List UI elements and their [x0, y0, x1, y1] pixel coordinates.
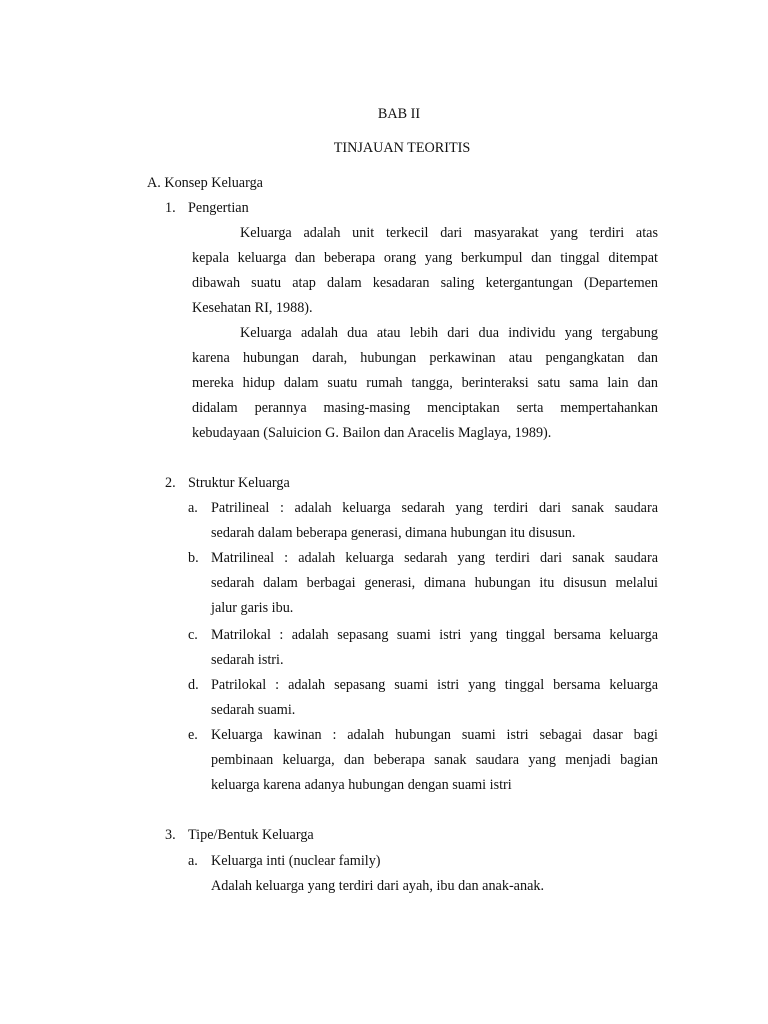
list-item-description: Adalah keluarga yang terdiri dari ayah, ibu dan anak-anak. [211, 878, 545, 894]
list-item-line: sedarah suami. [211, 702, 296, 718]
list-item-line: jalur garis ibu. [211, 600, 294, 616]
list-letter: c. [188, 627, 198, 643]
chapter-number: BAB II [377, 106, 421, 122]
item3-heading: Tipe/Bentuk Keluarga [188, 827, 314, 843]
list-letter: b. [188, 550, 199, 566]
list-item-line: keluarga karena adanya hubungan dengan suami istri [211, 777, 512, 793]
item2-number: 2. [165, 475, 176, 491]
list-item-line: sedarah istri. [211, 652, 284, 668]
paragraph-line: dibawah suatu atap dalam kesadaran saling ketergantungan (Departemen [192, 275, 658, 291]
paragraph-line: mereka hidup dalam suatu rumah tangga, berinteraksi satu sama lain dan [192, 375, 658, 391]
item1-heading: Pengertian [188, 200, 249, 216]
list-letter: d. [188, 677, 199, 693]
list-item-line: sedarah dalam beberapa generasi, dimana hubungan itu disusun. [211, 525, 576, 541]
paragraph-line: Keluarga adalah unit terkecil dari masyarakat yang terdiri atas [240, 225, 658, 241]
list-item-title: Keluarga inti (nuclear family) [211, 853, 381, 869]
paragraph-line: kebudayaan (Saluicion G. Bailon dan Aracelis Maglaya, 1989). [192, 425, 552, 441]
list-item-line: Patrilokal : adalah sepasang suami istri yang tinggal bersama keluarga [211, 677, 658, 693]
list-item-line: sedarah dalam berbagai generasi, dimana hubungan itu disusun melalui [211, 575, 658, 591]
chapter-title: TINJAUAN TEORITIS [333, 140, 471, 156]
paragraph-line: kepala keluarga dan beberapa orang yang berkumpul dan tinggal ditempat [192, 250, 658, 266]
item1-number: 1. [165, 200, 176, 216]
list-letter: a. [188, 853, 198, 869]
list-item-line: Patrilineal : adalah keluarga sedarah yang terdiri dari sanak saudara [211, 500, 658, 516]
item2-heading: Struktur Keluarga [188, 475, 290, 491]
section-heading: A. Konsep Keluarga [147, 175, 263, 191]
list-letter: e. [188, 727, 198, 743]
paragraph-line: Kesehatan RI, 1988). [192, 300, 313, 316]
item3-number: 3. [165, 827, 176, 843]
list-item-line: Keluarga kawinan : adalah hubungan suami istri sebagai dasar bagi [211, 727, 658, 743]
paragraph-line: didalam perannya masing-masing menciptakan serta mempertahankan [192, 400, 658, 416]
list-item-line: pembinaan keluarga, dan beberapa sanak saudara yang menjadi bagian [211, 752, 658, 768]
list-letter: a. [188, 500, 198, 516]
list-item-line: Matrilineal : adalah keluarga sedarah yang terdiri dari sanak saudara [211, 550, 658, 566]
paragraph-line: Keluarga adalah dua atau lebih dari dua individu yang tergabung [240, 325, 658, 341]
paragraph-line: karena hubungan darah, hubungan perkawinan atau pengangkatan dan [192, 350, 658, 366]
list-item-line: Matrilokal : adalah sepasang suami istri yang tinggal bersama keluarga [211, 627, 658, 643]
